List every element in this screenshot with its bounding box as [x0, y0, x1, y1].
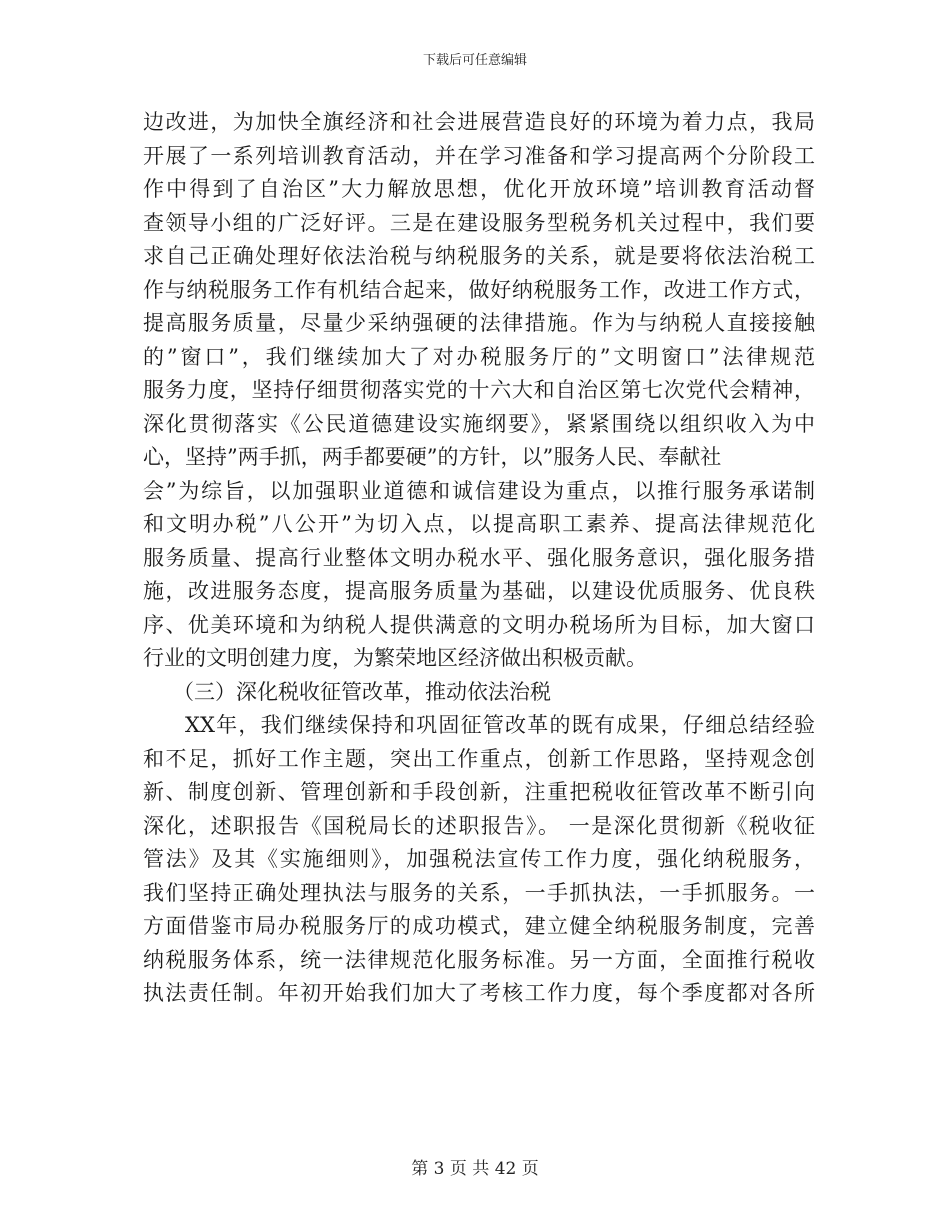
body-line: 和文明办税”八公开”为切入点，以提高职工素养、提高法律规范化: [143, 512, 815, 536]
body-line: 序、优美环境和为纳税人提供满意的文明办税场所为目标，加大窗口: [143, 612, 815, 637]
body-line: 我们坚持正确处理执法与服务的关系，一手抓执法，一手抓服务。一: [143, 880, 815, 905]
body-line: 和不足，抓好工作主题，突出工作重点，创新工作思路，坚持观念创: [143, 746, 815, 771]
body-line: 求自己正确处理好依法治税与纳税服务的关系，就是要将依法治税工: [143, 244, 815, 268]
body-line: 作中得到了自治区”大力解放思想，优化开放环境”培训教育活动督: [143, 177, 815, 201]
body-line: 施，改进服务态度，提高服务质量为基础，以建设优质服务、优良秩: [143, 579, 815, 603]
page-footer: [0, 1159, 950, 1179]
total-pages: 42: [494, 1159, 517, 1179]
document-body: [143, 106, 815, 1011]
body-line: 纳税服务体系，统一法律规范化服务标准。另一方面，全面推行税收: [143, 947, 815, 972]
page-header: 下载后可任意编辑: [422, 53, 527, 68]
footer-suffix: 页: [521, 1159, 539, 1179]
body-line: 行业的文明创建力度，为繁荣地区经济做出积极贡献。: [143, 646, 647, 670]
body-line: 深化，述职报告《国税局长的述职报告》。 一是深化贯彻新《税收征: [143, 813, 815, 838]
body-line: 深化贯彻落实《公民道德建设实施纲要》，紧紧围绕以组织收入为中: [143, 411, 815, 436]
body-line: 提高服务质量，尽量少采纳强硬的法律措施。作为与纳税人直接接触: [143, 311, 815, 335]
body-line: 会”为综旨，以加强职业道德和诚信建设为重点，以推行服务承诺制: [143, 478, 815, 503]
footer-prefix: 第: [411, 1159, 429, 1179]
body-line: 的”窗口”，我们继续加大了对办税服务厅的”文明窗口”法律规范: [143, 344, 815, 369]
body-line: 新、制度创新、管理创新和手段创新，注重把税收征管改革不断引向: [143, 780, 815, 804]
section-heading: （三）深化税收征管改革，推动依法治税: [173, 679, 551, 704]
page-number: 3: [433, 1159, 445, 1179]
body-line: 执法责任制。年初开始我们加大了考核工作力度，每个季度都对各所: [143, 981, 815, 1005]
body-line: 管法》及其《实施细则》，加强税法宣传工作力度，强化纳税服务，: [143, 847, 815, 871]
body-line: 方面借鉴市局办税服务厅的成功模式，建立健全纳税服务制度，完善: [143, 914, 815, 938]
body-line: 开展了一系列培训教育活动，并在学习准备和学习提高两个分阶段工: [143, 143, 815, 168]
body-line: 作与纳税服务工作有机结合起来，做好纳税服务工作，改进工作方式，: [143, 277, 815, 302]
body-line: 查领导小组的广泛好评。三是在建设服务型税务机关过程中，我们要: [143, 210, 815, 235]
body-line: 服务力度，坚持仔细贯彻落实党的十六大和自治区第七次党代会精神，: [143, 378, 815, 402]
body-line: 边改进，为加快全旗经济和社会进展营造良好的环境为着力点，我局: [143, 110, 815, 134]
body-line: XX年，我们继续保持和巩固征管改革的既有成果，仔细总结经验: [185, 713, 815, 737]
footer-middle: 页 共: [449, 1159, 490, 1179]
body-line: 心，坚持”两手抓，两手都要硬”的方针，以”服务人民、奉献社: [143, 445, 722, 469]
body-line: 服务质量、提高行业整体文明办税水平、强化服务意识，强化服务措: [143, 545, 815, 570]
